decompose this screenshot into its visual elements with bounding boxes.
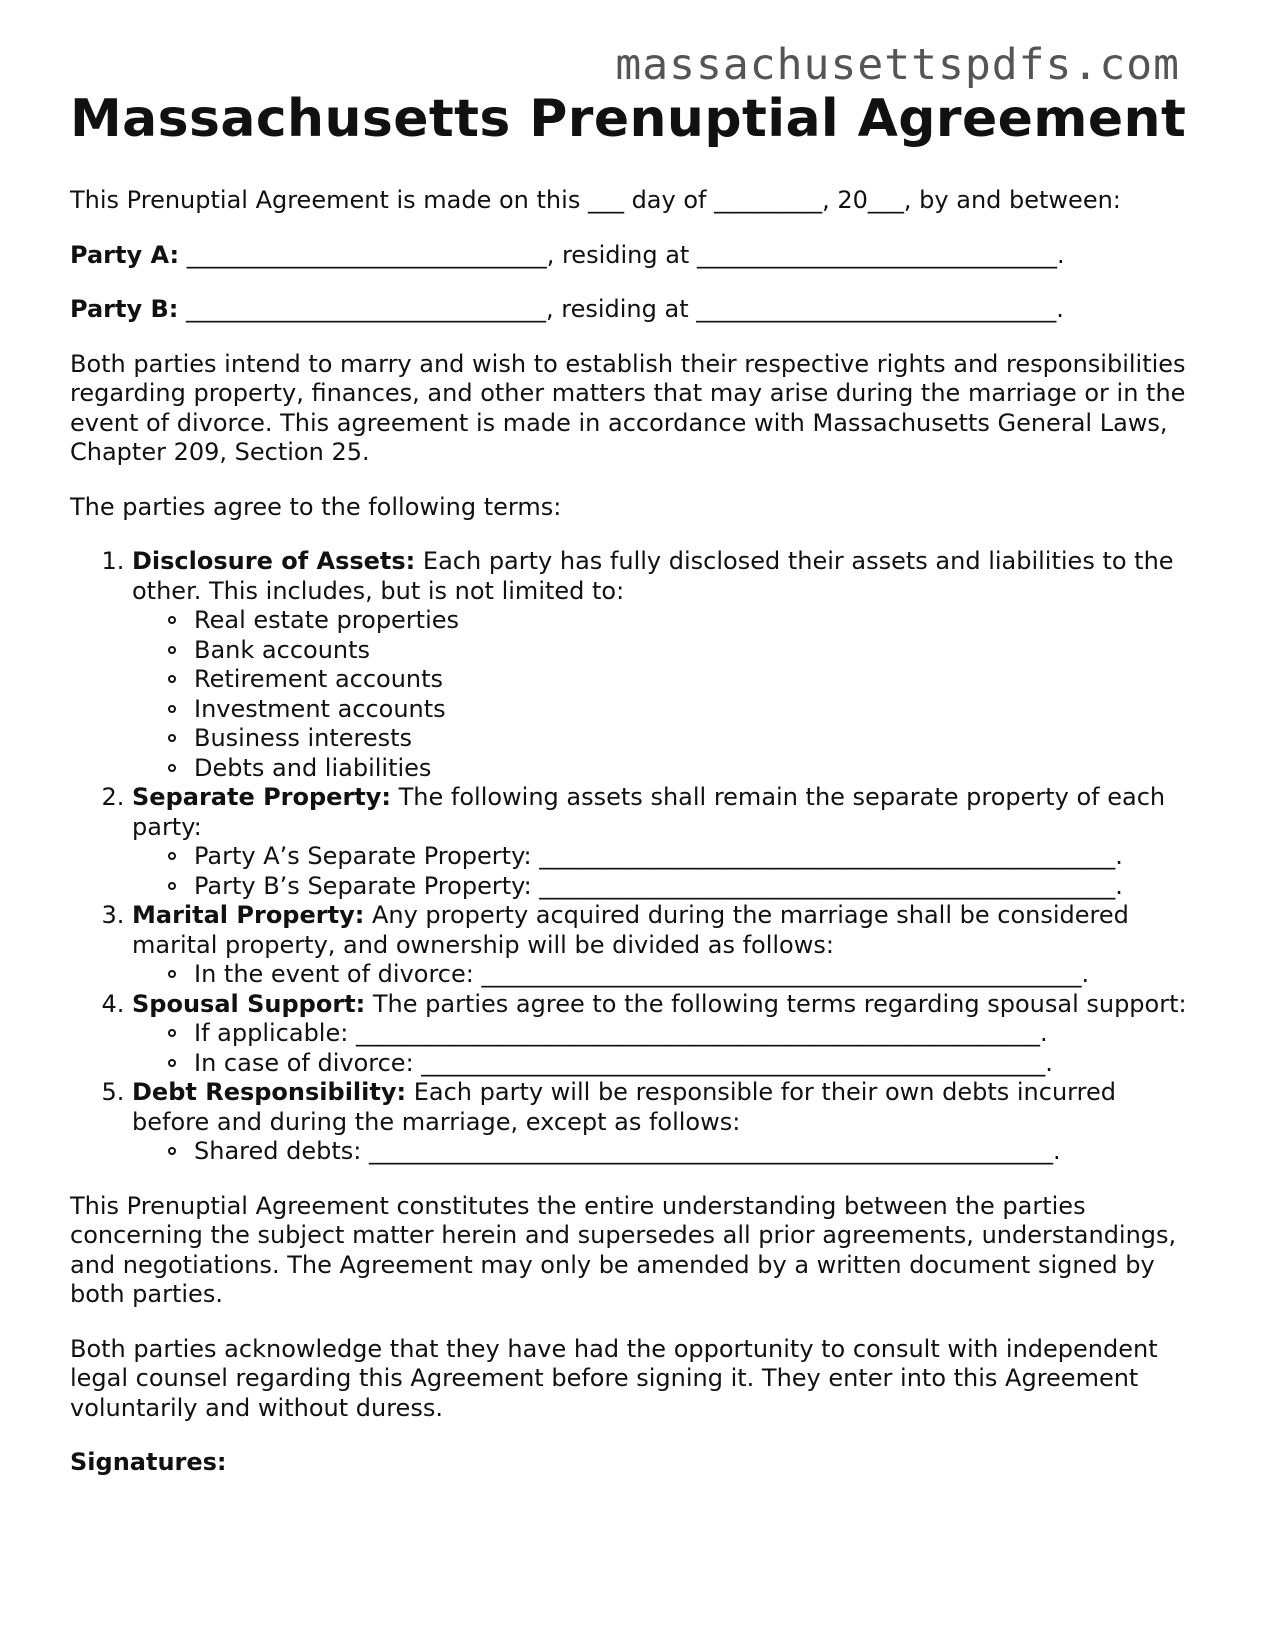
term-text: Any property acquired during the marriage shall be considered marital property, and ownership will be divided as follows:: [132, 901, 1129, 959]
sub-item: Party B’s Separate Property: ________________________________________________.: [132, 872, 1200, 902]
signatures-heading: Signatures:: [70, 1448, 227, 1476]
sub-item: Investment accounts: [132, 695, 1200, 725]
acknowledgment-paragraph: Both parties acknowledge that they have had the opportunity to consult with independent legal counsel regarding this Agreement before signing it. They enter into this Agreement voluntarily and without duress.: [70, 1334, 1158, 1422]
term-heading: Spousal Support:: [132, 989, 366, 1018]
intro-paragraph: This Prenuptial Agreement is made on this ___ day of _________, 20___, by and between:: [70, 186, 1121, 214]
term-text: The parties agree to the following terms regarding spousal support:: [365, 989, 1187, 1018]
party-b-label: Party B:: [70, 295, 179, 323]
term-text: The following assets shall remain the separate property of each party:: [132, 783, 1166, 841]
party-b-line: [70, 295, 1200, 325]
sub-item: Bank accounts: [132, 636, 1200, 666]
term-heading: Separate Property:: [132, 783, 391, 811]
document-page: [70, 84, 1200, 1503]
sub-item: Debts and liabilities: [132, 754, 1200, 784]
term-item: [132, 901, 1200, 990]
term-sublist: [132, 1019, 1200, 1078]
term-item: [132, 783, 1200, 901]
purpose-paragraph: Both parties intend to marry and wish to establish their respective rights and responsibilities regarding property, finances, and other matters that may arise during the marriage or in the event of divorce. This agreement is made in accordance with Massachusetts General Laws, Chapter 209, Section 25.: [70, 349, 1186, 466]
terms-intro: The parties agree to the following terms:: [70, 492, 562, 521]
sub-item: In the event of divorce: __________________________________________________.: [132, 960, 1200, 990]
party-a-line: [70, 241, 1200, 271]
entire-agreement-paragraph: This Prenuptial Agreement constitutes the entire understanding between the parties concerning the subject matter herein and supersedes all prior agreements, understandings, and negotiations. The Agreement may only be amended by a written document signed by both parties.: [70, 1191, 1177, 1308]
sub-item: Retirement accounts: [132, 665, 1200, 695]
term-text: Each party will be responsible for their own debts incurred before and during the marriage, except as follows:: [132, 1078, 1116, 1136]
term-heading: Disclosure of Assets:: [132, 547, 416, 575]
term-sublist: [132, 842, 1200, 901]
term-sublist: [132, 960, 1200, 990]
sub-item: Shared debts: _________________________________________________________.: [132, 1137, 1200, 1167]
term-heading: Marital Property:: [132, 901, 365, 929]
term-text: Each party has fully disclosed their assets and liabilities to the other. This includes, but is not limited to:: [132, 547, 1174, 605]
party-a-text: ______________________________, residing at ______________________________.: [179, 240, 1065, 269]
term-item: [132, 547, 1200, 783]
sub-item: In case of divorce: ____________________________________________________.: [132, 1049, 1200, 1079]
sub-item: If applicable: _________________________________________________________.: [132, 1019, 1200, 1049]
term-heading: Debt Responsibility:: [132, 1078, 407, 1106]
party-a-label: Party A:: [70, 240, 180, 269]
sub-item: Business interests: [132, 724, 1200, 754]
term-sublist: [132, 606, 1200, 783]
term-sublist: [132, 1137, 1200, 1167]
terms-list: [70, 547, 1200, 1167]
term-item: [132, 1078, 1200, 1167]
term-item: [132, 990, 1200, 1079]
sub-item: Party A’s Separate Property: ________________________________________________.: [132, 842, 1200, 872]
sub-item: Real estate properties: [132, 606, 1200, 636]
watermark: massachusettspdfs.com: [615, 40, 1180, 90]
party-b-text: ______________________________, residing at ______________________________.: [178, 295, 1064, 323]
document-title: Massachusetts Prenuptial Agreement: [70, 89, 1187, 149]
